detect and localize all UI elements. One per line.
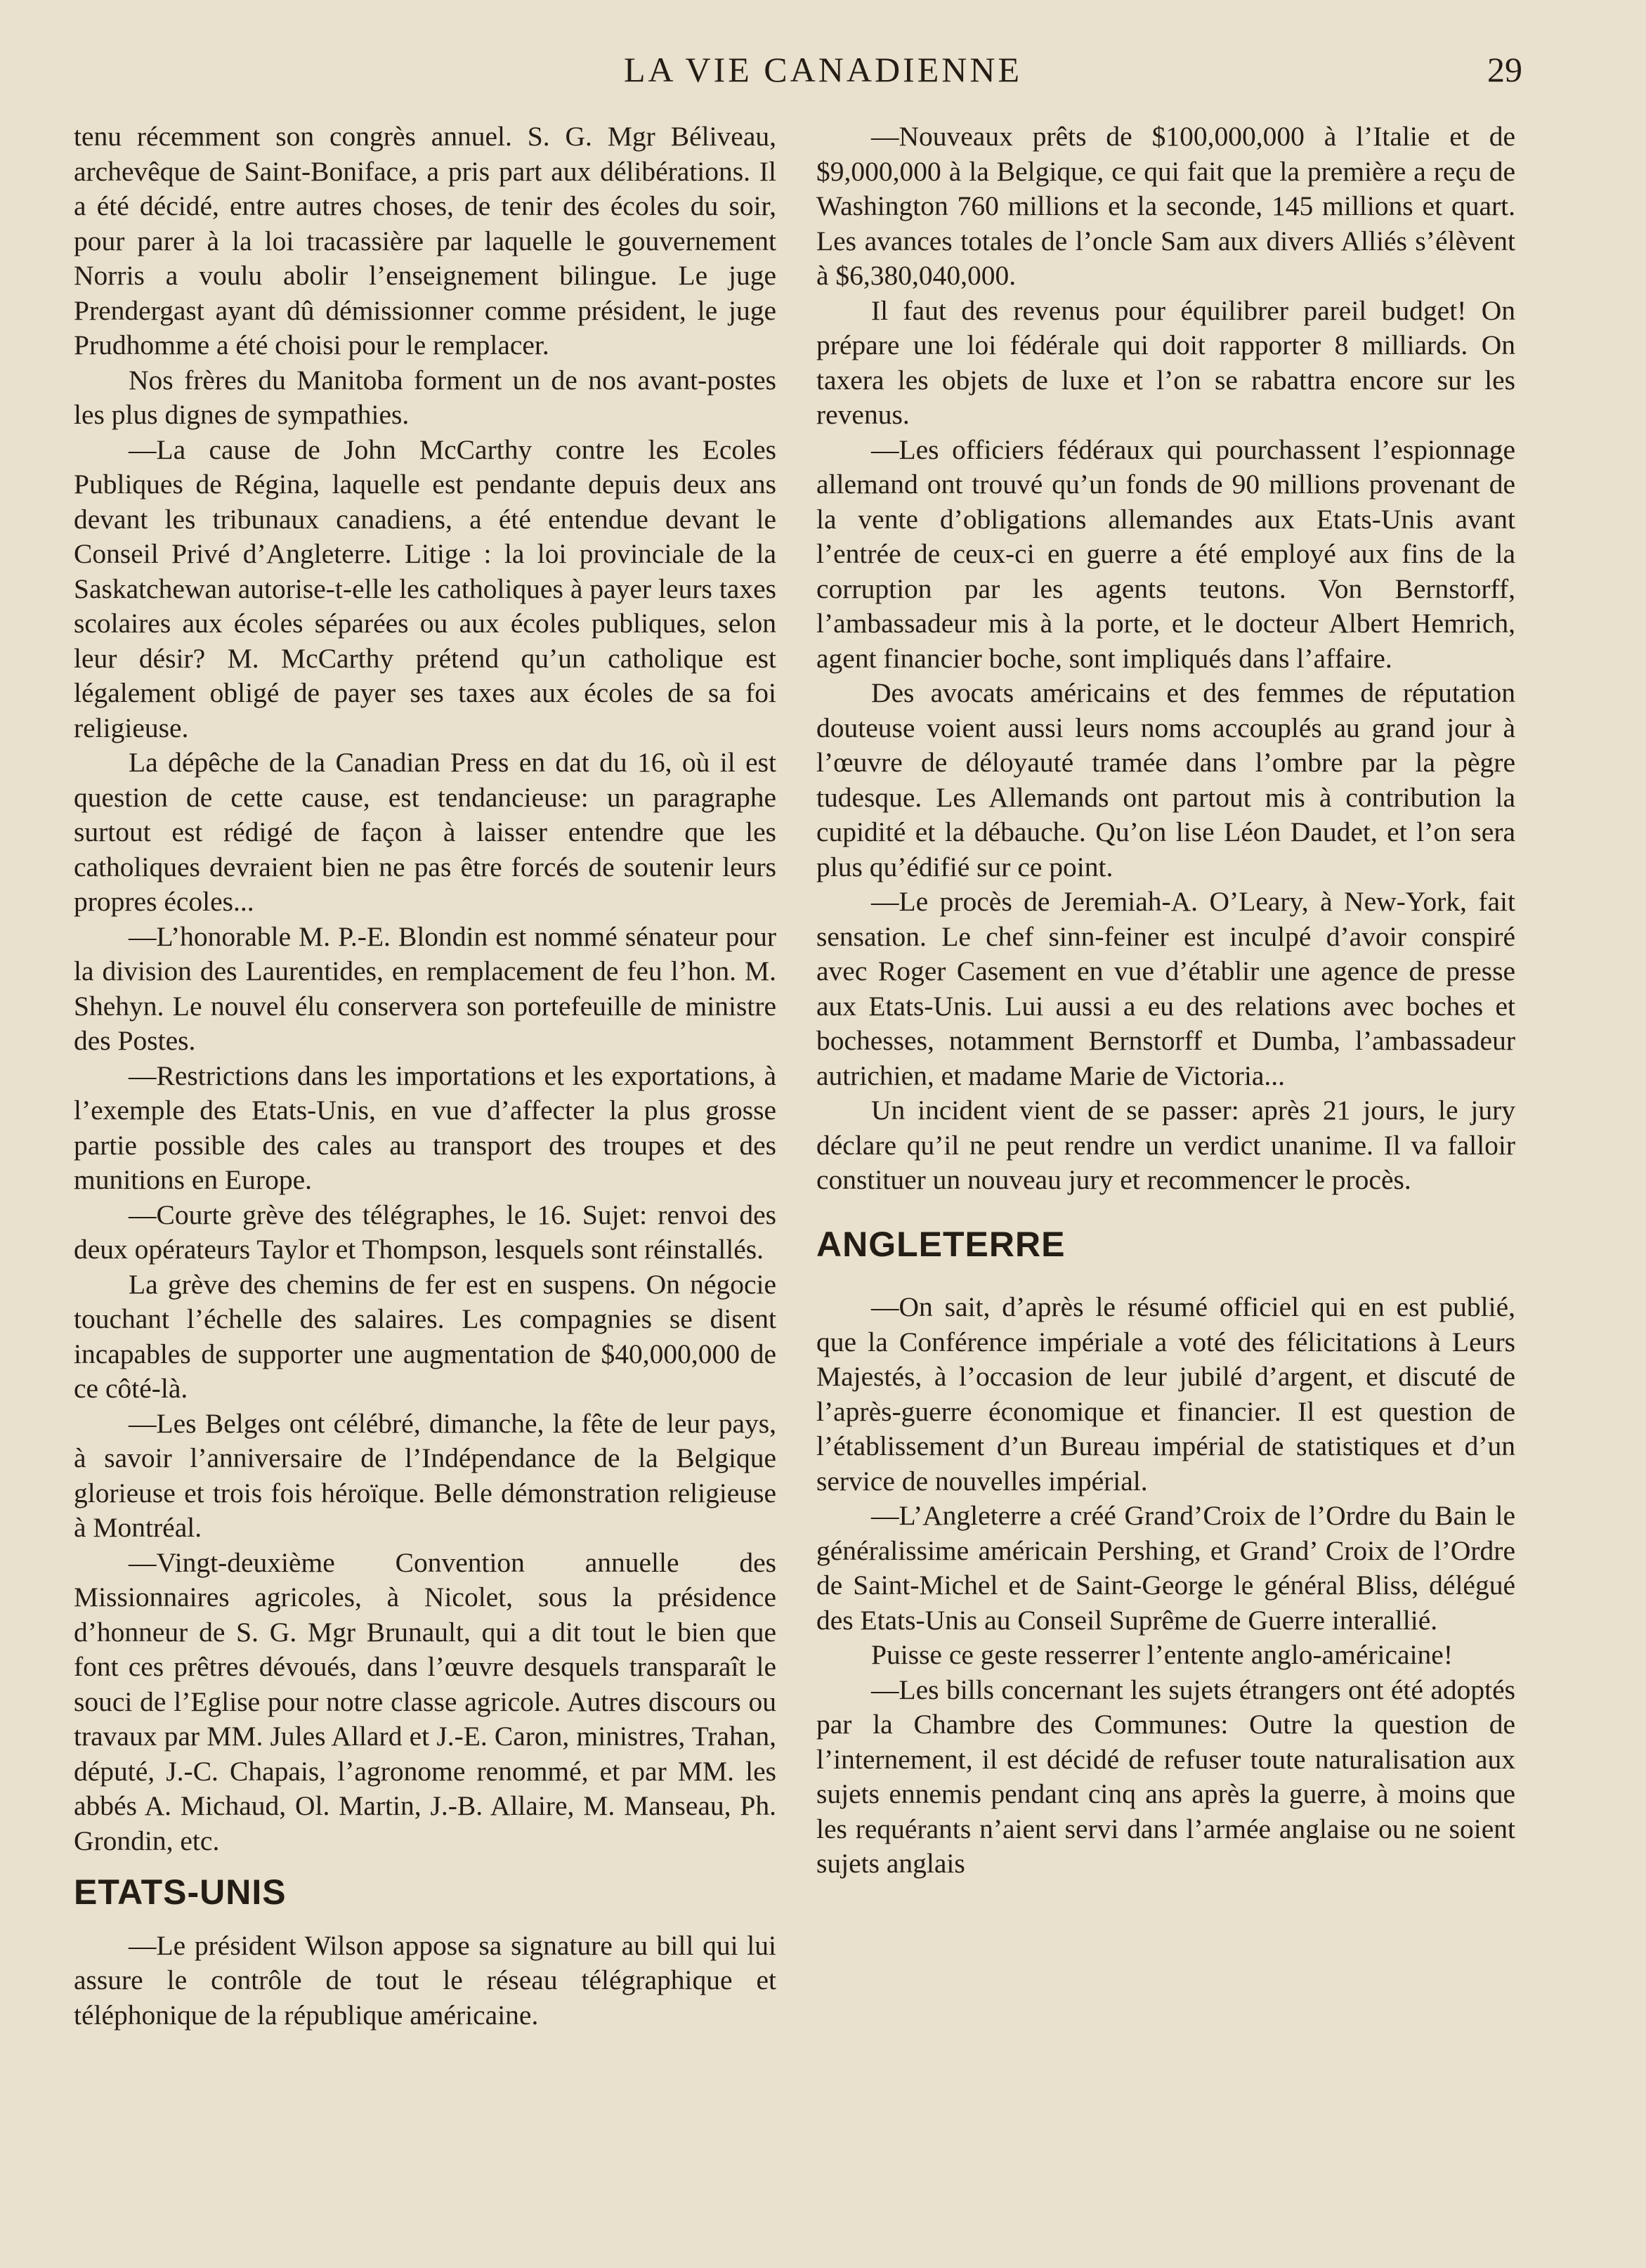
- paragraph: —Les bills concernant les sujets étrangers ont été adoptés par la Chambre des Communes: Outre la question de l’internement, il est décidé de refuser toute naturalisation aux sujets ennemis pendant cinq ans après la guerre, à moins que les requérants n’aient servi dans l’armée anglaise ou ne soient sujets anglais: [816, 1674, 1515, 1879]
- paragraph: —Le procès de Jeremiah-A. O’Leary, à New-York, fait sensation. Le chef sinn-feiner est inculpé d’avoir conspiré avec Roger Casement en vue d’établir une agence de presse aux Etats-Unis. Lui aussi a eu des relations avec boches et bochesses, notamment Bernstorff et Dumba, l’ambassadeur autrichien, et madame Marie de Victoria...: [816, 886, 1515, 1091]
- paragraph: —Les officiers fédéraux qui pourchassent l’espionnage allemand ont trouvé qu’un fonds de 90 millions provenant de la vente d’obligations allemandes aux Etats-Unis avant l’entrée de ceux-ci en guerre a été employé aux fins de la corruption par les agents teutons. Von Bernstorff, l’ambassadeur mis à la porte, et le docteur Albert Hemrich, agent financier boche, sont impliqués dans l’affaire.: [816, 434, 1515, 674]
- paragraph: —L’Angleterre a créé Grand’Croix de l’Ordre du Bain le généralissime américain Pershing, et Grand’ Croix de l’Ordre de Saint-Michel et de Saint-George le général Bliss, délégué des Etats-Unis au Conseil Suprême de Guerre interallié.: [816, 1500, 1515, 1636]
- section-heading-etats-unis: ETATS-UNIS: [74, 1872, 287, 1912]
- paragraph: tenu récemment son congrès annuel. S. G. Mgr Béliveau, archevêque de Saint-Boniface, a pris part aux délibérations. Il a été décidé, entre autres choses, de tenir des écoles du soir, pour parer à la loi tracassière par laquelle le gouvernement Norris a voulu abolir l’enseignement bilingue. Le juge Prendergast ayant dû démissionner comme président, le juge Prudhomme a été choisi pour le remplacer.: [74, 121, 776, 360]
- paragraph: Des avocats américains et des femmes de réputation douteuse voient aussi leurs noms accouplés au grand jour à l’œuvre de déloyauté tramée dans l’ombre par la pègre tudesque. Les Allemands ont partout mis à contribution la cupidité et la débauche. Qu’on lise Léon Daudet, et l’on sera plus qu’édifié sur ce point.: [816, 677, 1515, 882]
- running-title: LA VIE CANADIENNE: [623, 50, 1023, 89]
- paragraph: Il faut des revenus pour équilibrer pareil budget! On prépare une loi fédérale qui doit rapporter 8 milliards. On taxera les objets de luxe et l’on se rabattra encore sur les revenus.: [816, 294, 1515, 430]
- section-heading-angleterre: ANGLETERRE: [816, 1224, 1066, 1264]
- paragraph: La dépêche de la Canadian Press en dat du 16, où il est question de cette cause, est tendancieuse: un paragraphe surtout est rédigé de façon à laisser entendre que les catholiques devraient bien ne pas être forcés de soutenir leurs propres écoles...: [74, 747, 776, 917]
- paragraph: —Restrictions dans les importations et les exportations, à l’exemple des Etats-Unis, en vue d’affecter la plus grosse partie possible des cales au transport des troupes et des munitions en Europe.: [74, 1060, 776, 1195]
- paragraph: La grève des chemins de fer est en suspens. On négocie touchant l’échelle des salaires. Les compagnies se disent incapables de supporter une augmentation de $40,000,000 de ce côté-là.: [74, 1268, 776, 1404]
- paragraph: —Courte grève des télégraphes, le 16. Sujet: renvoi des deux opérateurs Taylor et Thompson, lesquels sont réinstallés.: [74, 1199, 776, 1265]
- paragraph: Puisse ce geste resserrer l’entente anglo-américaine!: [871, 1639, 1453, 1670]
- paragraph: Un incident vient de se passer: après 21 jours, le jury déclare qu’il ne peut rendre un verdict unanime. Il va falloir constituer un nouveau jury et recommencer le procès.: [816, 1095, 1515, 1195]
- paragraph: —Nouveaux prêts de $100,000,000 à l’Italie et de $9,000,000 à la Belgique, ce qui fait que la première a reçu de Washington 760 millions et la seconde, 145 millions et quart. Les avances totales de l’oncle Sam aux divers Alliés s’élèvent à $6,380,040,000.: [816, 121, 1515, 291]
- paragraph: —On sait, d’après le résumé officiel qui en est publié, que la Conférence impériale a voté des félicitations à Leurs Majestés, à l’occasion de leur jubilé d’argent, et discuté de l’après-guerre économique et financier. Il est question de l’établissement d’un Bureau impérial de statistiques et d’un service de nouvelles impérial.: [816, 1291, 1515, 1497]
- paragraph: —Vingt-deuxième Convention annuelle des Missionnaires agricoles, à Nicolet, sous la présidence d’honneur de S. G. Mgr Brunault, qui a dit tout le bien que font ces prêtres dévoués, dans l’œuvre desquels transparaît le souci de l’Eglise pour notre classe agricole. Autres discours ou travaux par MM. Jules Allard et J.-E. Caron, ministres, Trahan, député, J.-C. Chapais, l’agronome renommé, et par MM. les abbés A. Michaud, Ol. Martin, J.-B. Allaire, M. Manseau, Ph. Grondin, etc.: [74, 1546, 776, 1856]
- right-column: [816, 119, 1515, 1882]
- paragraph: —Le président Wilson appose sa signature au bill qui lui assure le contrôle de tout le réseau télégraphique et téléphonique de la république américaine.: [74, 1929, 776, 2031]
- paragraph: —Les Belges ont célébré, dimanche, la fête de leur pays, à savoir l’anniversaire de l’Indépendance de la Belgique glorieuse et trois fois héroïque. Belle démonstration religieuse à Montréal.: [74, 1407, 776, 1543]
- paragraph: —L’honorable M. P.-E. Blondin est nommé sénateur pour la division des Laurentides, en remplacement de feu l’hon. M. Shehyn. Le nouvel élu conservera son portefeuille de ministre des Postes.: [74, 920, 776, 1056]
- page-number: 29: [1487, 50, 1522, 89]
- paragraph: Nos frères du Manitoba forment un de nos avant-postes les plus dignes de sympathies.: [74, 364, 776, 430]
- paragraph: —La cause de John McCarthy contre les Ecoles Publiques de Régina, laquelle est pendante depuis deux ans devant les tribunaux canadiens, a été entendue devant le Conseil Privé d’Angleterre. Litige : la loi provinciale de la Saskatchewan autorise-t-elle les catholiques à payer leurs taxes scolaires aux écoles séparées ou aux écoles publiques, selon leur désir? M. McCarthy prétend qu’un catholique est légalement obligé de payer ses taxes aux écoles de sa foi religieuse.: [74, 434, 776, 743]
- left-column: [74, 119, 776, 2033]
